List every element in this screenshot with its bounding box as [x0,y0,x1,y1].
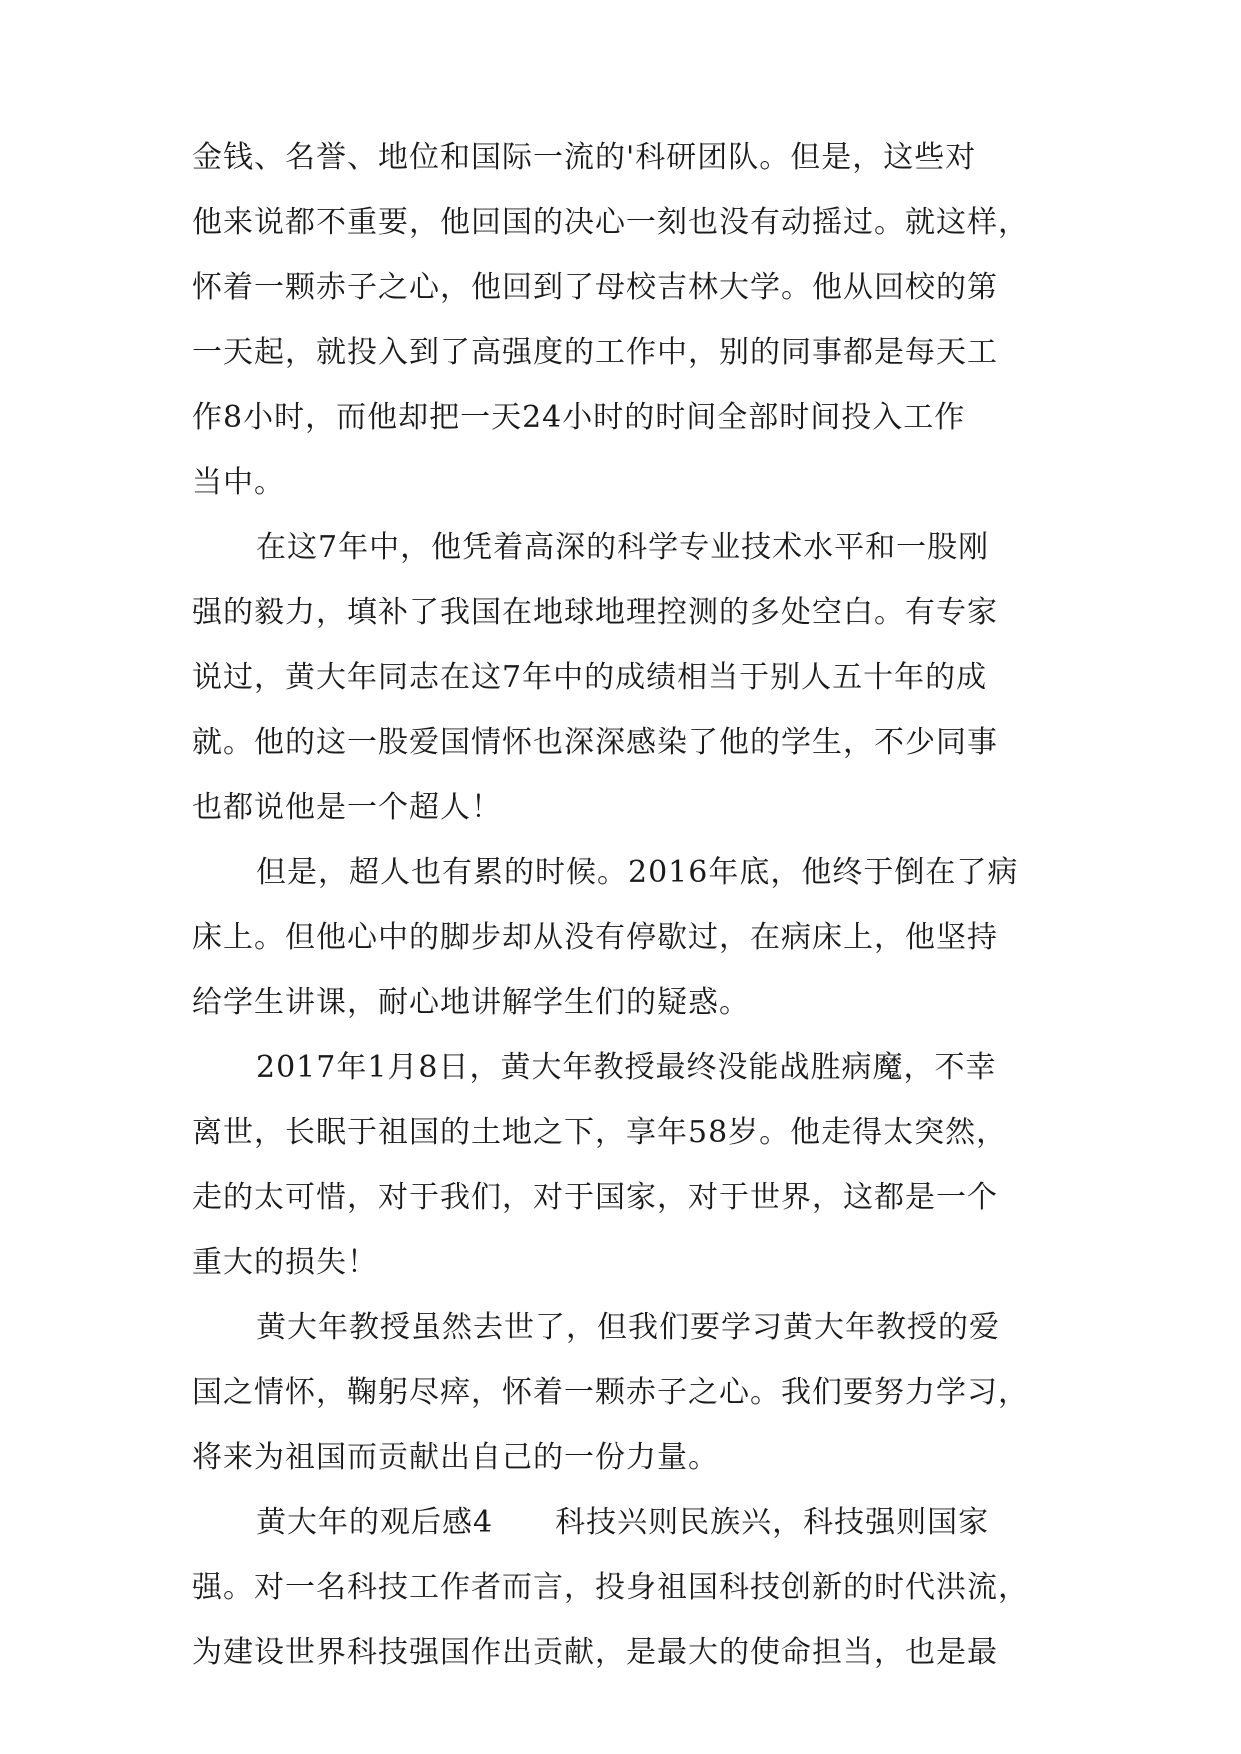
text-line: 怀着一颗赤子之心，他回到了母校吉林大学。他从回校的第 [192,270,998,305]
paragraph-first-line: 黄大年教授虽然去世了，但我们要学习黄大年教授的爱 [256,1310,1000,1345]
text-line: 当中。 [192,465,285,500]
paragraph-first-line: 黄大年的观后感4 科技兴则民族兴，科技强则国家 [256,1505,990,1540]
text-line: 重大的损失！ [192,1245,378,1280]
paragraph-first-line: 但是，超人也有累的时候。2016年底，他终于倒在了病 [256,855,1019,890]
text-line: 走的太可惜，对于我们，对于国家，对于世界，这都是一个 [192,1180,998,1215]
text-line: 国之情怀，鞠躬尽瘁，怀着一颗赤子之心。我们要努力学习， [192,1375,1029,1410]
text-line: 为建设世界科技强国作出贡献，是最大的使命担当，也是最 [192,1635,998,1670]
text-line: 给学生讲课，耐心地讲解学生们的疑惑。 [192,985,750,1020]
text-line: 金钱、名誉、地位和国际一流的'科研团队。但是，这些对 [192,140,977,175]
paragraph-first-line: 2017年1月8日，黄大年教授最终没能战胜病魔，不幸 [256,1050,997,1085]
text-line: 强的毅力，填补了我国在地球地理控测的多处空白。有专家 [192,595,998,630]
text-line: 强。对一名科技工作者而言，投身祖国科技创新的时代洪流， [192,1570,1029,1605]
text-line: 说过，黄大年同志在这7年中的成绩相当于别人五十年的成 [192,660,988,695]
text-line: 离世，长眠于祖国的土地之下，享年58岁。他走得太突然， [192,1115,1008,1150]
text-line: 他来说都不重要，他回国的决心一刻也没有动摇过。就这样， [192,205,1029,240]
text-line: 一天起，就投入到了高强度的工作中，别的同事都是每天工 [192,335,998,370]
text-line: 作8小时，而他却把一天24小时的时间全部时间投入工作 [192,400,966,435]
paragraph-first-line: 在这7年中，他凭着高深的科学专业技术水平和一股刚 [256,530,990,565]
text-line: 就。他的这一股爱国情怀也深深感染了他的学生，不少同事 [192,725,998,760]
text-line: 床上。但他心中的脚步却从没有停歇过，在病床上，他坚持 [192,920,998,955]
text-line: 将来为祖国而贡献出自己的一份力量。 [192,1440,719,1475]
text-line: 也都说他是一个超人！ [192,790,502,825]
